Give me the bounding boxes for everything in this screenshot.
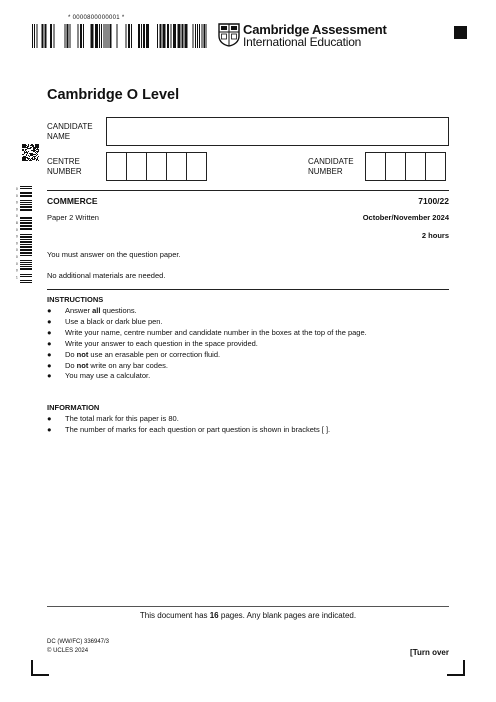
svg-text:0: 0 [16, 227, 18, 232]
turn-over-label: [Turn over [410, 648, 449, 657]
list-item: ● Use a black or dark blue pen. [47, 316, 163, 326]
svg-text:0: 0 [16, 207, 18, 212]
bullet-icon: ● [47, 414, 52, 423]
exam-session: October/November 2024 [362, 213, 449, 222]
list-item: ● You may use a calculator. [47, 371, 151, 381]
svg-text:0: 0 [16, 214, 18, 219]
svg-text:0: 0 [16, 193, 18, 198]
information-list [47, 414, 330, 436]
svg-text:1: 1 [16, 275, 18, 280]
candidate-number-field[interactable] [365, 152, 446, 181]
divider [47, 289, 449, 290]
subject-name: COMMERCE [47, 196, 98, 206]
materials-note: No additional materials are needed. [47, 271, 166, 280]
exam-duration: 2 hours [421, 231, 449, 240]
bullet-icon: ● [47, 349, 52, 359]
answer-note: You must answer on the question paper. [47, 250, 181, 259]
list-item: ● Do not write on any bar codes. [47, 360, 168, 370]
bullet-icon: ● [47, 360, 52, 370]
candidate-digit-box[interactable] [365, 152, 386, 181]
bullet-icon: ● [47, 306, 52, 315]
bullet-icon: ● [47, 424, 52, 434]
svg-text:0: 0 [16, 241, 18, 246]
candidate-name-field[interactable] [106, 117, 449, 146]
side-barcode [16, 186, 32, 283]
svg-text:8: 8 [16, 221, 18, 225]
barcode-number: * 0000800000001 * [68, 15, 125, 21]
candidate-number-label: CANDIDATE NUMBER [308, 157, 354, 176]
svg-text:0: 0 [16, 248, 18, 253]
svg-text:0: 0 [16, 261, 18, 266]
paper-name: Paper 2 Written [47, 213, 99, 222]
list-item: ● Write your answer to each question in the space provided. [47, 338, 258, 348]
candidate-digit-box[interactable] [385, 152, 406, 181]
centre-digit-box[interactable] [106, 152, 127, 181]
list-item: ● Answer all questions. [47, 306, 137, 315]
copyright: © UCLES 2024 [47, 648, 89, 654]
centre-number-label: CENTRE NUMBER [47, 157, 82, 176]
centre-number-field[interactable] [106, 152, 207, 181]
list-item: ● Write your name, centre number and candidate number in the boxes at the top of the page. [47, 327, 367, 337]
paper-code: 7100/22 [418, 196, 449, 206]
bullet-icon: ● [47, 316, 52, 326]
logo-line-2: International Education [243, 35, 362, 49]
centre-digit-box[interactable] [166, 152, 187, 181]
svg-text:0: 0 [16, 187, 18, 191]
list-item: ● Do not use an erasable pen or correction fluid. [47, 349, 221, 359]
instructions-list [47, 306, 367, 382]
svg-text:0: 0 [16, 268, 18, 273]
logo-line-1: Cambridge Assessment [243, 22, 387, 37]
crop-mark [447, 674, 465, 676]
bullet-icon: ● [47, 371, 52, 381]
document-reference: DC (WW/FC) 336947/3 [47, 639, 110, 645]
divider [47, 190, 449, 191]
centre-digit-box[interactable] [186, 152, 207, 181]
list-item: ● The total mark for this paper is 80. [47, 414, 179, 423]
qr-code [22, 144, 39, 161]
centre-digit-box[interactable] [146, 152, 167, 181]
top-barcode [32, 24, 207, 48]
crop-mark [31, 674, 49, 676]
bullet-icon: ● [47, 338, 52, 348]
candidate-digit-box[interactable] [405, 152, 426, 181]
cambridge-shield-icon [218, 23, 240, 47]
svg-text:0: 0 [16, 200, 18, 205]
list-item: ● The number of marks for each question or part question is shown in brackets [ ]. [47, 424, 331, 434]
svg-text:0: 0 [16, 255, 18, 259]
instructions-heading: INSTRUCTIONS [47, 295, 104, 304]
svg-text:0: 0 [16, 234, 18, 239]
information-heading: INFORMATION [47, 403, 100, 412]
registration-mark [454, 26, 467, 39]
candidate-digit-box[interactable] [425, 152, 446, 181]
divider [47, 606, 449, 607]
qualification-title: Cambridge O Level [47, 87, 180, 103]
centre-digit-box[interactable] [126, 152, 147, 181]
bullet-icon: ● [47, 327, 52, 337]
candidate-name-label: CANDIDATE NAME [47, 122, 93, 141]
page-count-note: This document has 16 pages. Any blank pages are indicated. [139, 611, 357, 620]
